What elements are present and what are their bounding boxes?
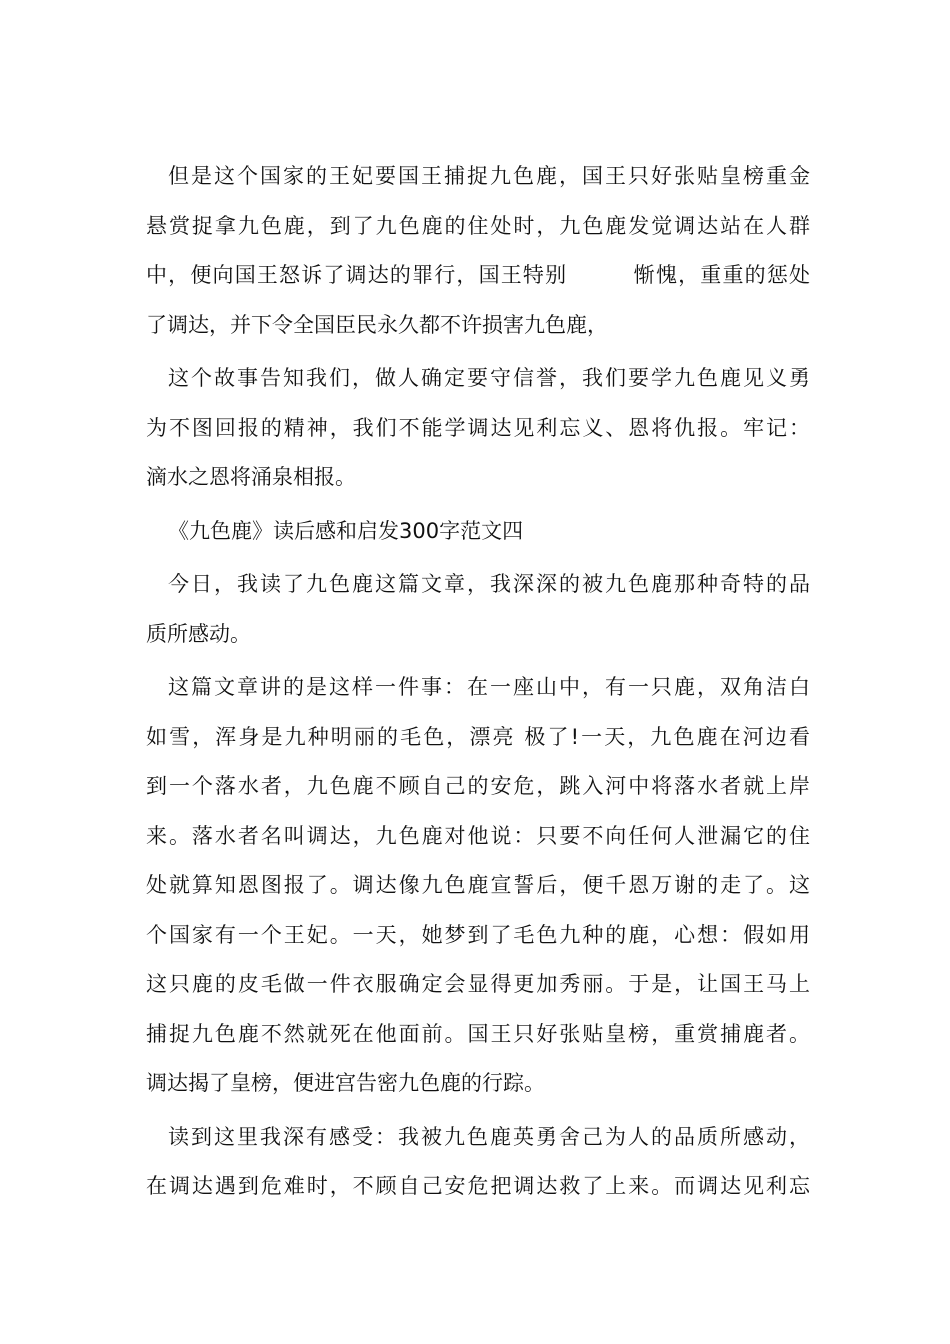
section-heading-text: 《九色鹿》读后感和启发300字范文四 xyxy=(168,518,524,543)
text-line: 处就算知恩图报了。调达像九色鹿宣誓后，便千恩万谢的走了。这 xyxy=(146,873,810,897)
text-line: 捕捉九色鹿不然就死在他面前。国王只好张贴皇榜，重赏捕鹿者。 xyxy=(146,1021,810,1046)
text-line: 这个故事告知我们，做人确定要守信誉，我们要学九色鹿见义勇 xyxy=(168,366,810,390)
text-line: 中，便向国王怒诉了调达的罪行，国王特别 惭愧，重重的惩处 xyxy=(146,263,810,287)
text-line: 个国家有一个王妃。一天，她梦到了毛色九种的鹿，心想：假如用 xyxy=(146,922,810,947)
paragraph-5 xyxy=(146,1113,810,1212)
text-line: 在调达遇到危难时，不顾自己安危把调达救了上来。而调达见利忘 xyxy=(146,1174,810,1198)
text-line: 调达揭了皇榜，便进宫告密九色鹿的行踪。 xyxy=(146,1071,545,1095)
text-line: 读到这里我深有感受：我被九色鹿英勇舍己为人的品质所感动， xyxy=(168,1124,810,1149)
section-heading xyxy=(146,507,810,557)
paragraph-3 xyxy=(146,560,810,659)
paragraph-4 xyxy=(146,663,810,1109)
text-line: 来。落水者名叫调达，九色鹿对他说：只要不向任何人泄漏它的住 xyxy=(146,823,810,848)
text-line: 到一个落水者，九色鹿不顾自己的安危，跳入河中将落水者就上岸 xyxy=(146,774,810,798)
text-line: 滴水之恩将涌泉相报。 xyxy=(146,465,356,489)
document-body xyxy=(146,152,810,1216)
text-line: 悬赏捉拿九色鹿，到了九色鹿的住处时，九色鹿发觉调达站在人群 xyxy=(146,213,810,238)
text-line: 但是这个国家的王妃要国王捕捉九色鹿，国王只好张贴皇榜重金 xyxy=(168,164,810,188)
text-line: 今日，我读了九色鹿这篇文章，我深深的被九色鹿那种奇特的品 xyxy=(168,572,810,596)
paragraph-1 xyxy=(146,152,810,350)
text-line: 如雪，浑身是九种明丽的毛色，漂亮 极了!一天，九色鹿在河边看 xyxy=(146,724,810,749)
text-line: 质所感动。 xyxy=(146,621,251,646)
paragraph-2 xyxy=(146,354,810,503)
text-line: 了调达，并下令全国臣民永久都不许损害九色鹿， xyxy=(146,312,608,337)
text-line: 这只鹿的皮毛做一件衣服确定会显得更加秀丽。于是，让国王马上 xyxy=(146,972,810,996)
text-line: 为不图回报的精神，我们不能学调达见利忘义、恩将仇报。牢记： xyxy=(146,415,810,440)
text-line: 这篇文章讲的是这样一件事：在一座山中，有一只鹿，双角洁白 xyxy=(168,675,810,699)
